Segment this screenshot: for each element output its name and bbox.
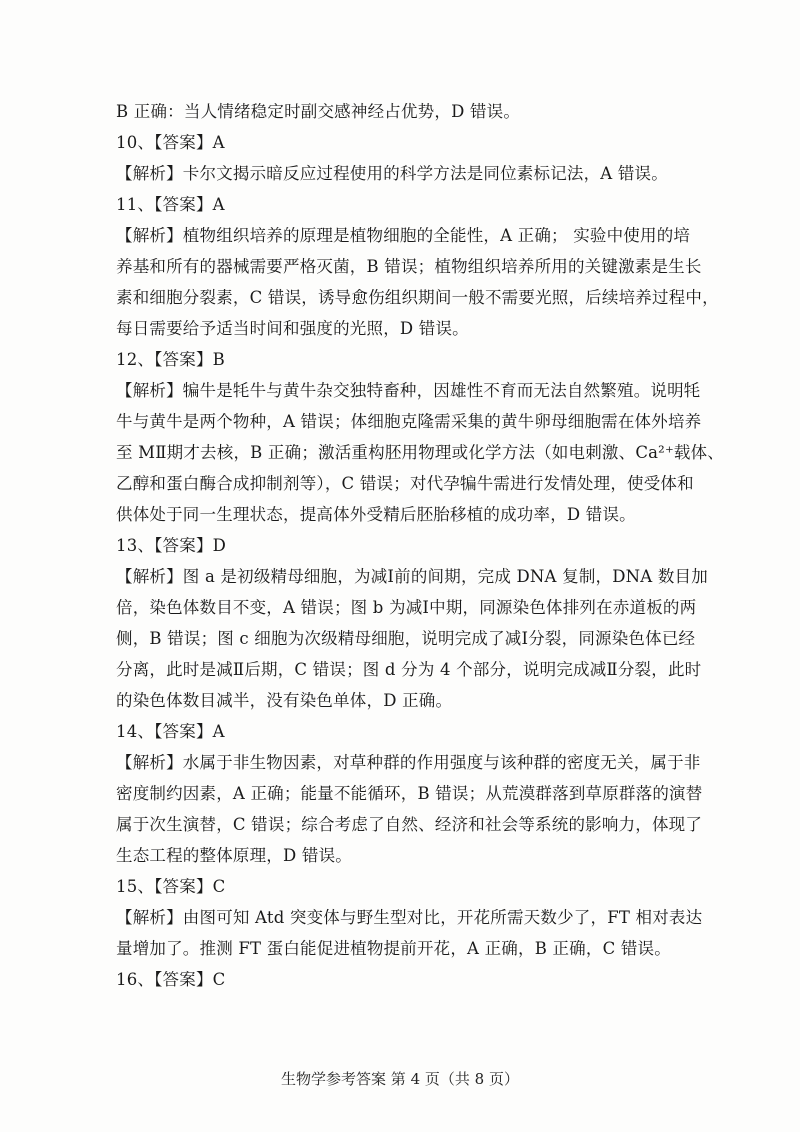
answer-text-body	[116, 96, 725, 995]
text-line: 14、【答案】A	[116, 722, 225, 741]
text-line: 牛与黄牛是两个物种，A 错误；体细胞克隆需采集的黄牛卵母细胞需在体外培养	[116, 412, 702, 431]
text-line: B 正确：当人情绪稳定时副交感神经占优势，D 错误。	[116, 102, 521, 121]
text-line: 密度制约因素，A 正确；能量不能循环，B 错误；从荒漠群落到草原群落的演替	[116, 784, 703, 803]
text-line: 【解析】水属于非生物因素，对草种群的作用强度与该种群的密度无关，属于非	[116, 753, 701, 772]
text-line: 养基和所有的器械需要严格灭菌，B 错误；植物组织培养所用的关键激素是生长	[116, 257, 702, 276]
text-line: 素和细胞分裂素，C 错误，诱导愈伤组织期间一般不需要光照，后续培养过程中，	[116, 288, 719, 307]
text-line: 10、【答案】A	[116, 133, 225, 152]
text-line: 量增加了。推测 FT 蛋白能促进植物提前开花，A 正确，B 正确，C 错误。	[116, 939, 671, 958]
text-line: 供体处于同一生理状态，提高体外受精后胚胎移植的成功率，D 错误。	[116, 505, 636, 524]
text-line: 生态工程的整体原理，D 错误。	[116, 846, 352, 865]
text-line: 11、【答案】A	[116, 195, 225, 214]
text-line: 【解析】植物组织培养的原理是植物细胞的全能性，A 正确； 实验中使用的培	[116, 226, 691, 245]
page-footer: 生物学参考答案 第 4 页（共 8 页）	[281, 1070, 519, 1088]
text-line: 12、【答案】B	[116, 350, 225, 369]
text-line: 【解析】犏牛是牦牛与黄牛杂交独特畜种，因雄性不育而无法自然繁殖。说明牦	[116, 381, 701, 400]
text-line: 16、【答案】C	[116, 970, 226, 989]
text-line: 乙醇和蛋白酶合成抑制剂等），C 错误；对代孕犏牛需进行发情处理，使受体和	[116, 474, 694, 493]
text-line: 【解析】卡尔文揭示暗反应过程使用的科学方法是同位素标记法，A 错误。	[116, 164, 668, 183]
text-line: 属于次生演替，C 错误；综合考虑了自然、经济和社会等系统的影响力，体现了	[116, 815, 703, 834]
text-line: 15、【答案】C	[116, 877, 226, 896]
text-line: 的染色体数目减半，没有染色单体，D 正确。	[116, 691, 453, 710]
text-line: 至 MⅡ期才去核，B 正确；激活重构胚用物理或化学方法（如电刺激、Ca²⁺载体、	[116, 443, 725, 462]
text-line: 侧，B 错误；图 c 细胞为次级精母细胞，说明完成了减Ⅰ分裂，同源染色体已经	[116, 629, 696, 648]
text-line: 分离，此时是减Ⅱ后期，C 错误；图 d 分为 4 个部分，说明完成减Ⅱ分裂，此时	[116, 660, 702, 679]
text-line: 13、【答案】D	[116, 536, 227, 555]
text-line: 倍，染色体数目不变，A 错误；图 b 为减Ⅰ中期，同源染色体排列在赤道板的两	[116, 598, 697, 617]
text-line: 【解析】图 a 是初级精母细胞，为减Ⅰ前的间期，完成 DNA 复制，DNA 数目加	[116, 567, 708, 586]
text-line: 【解析】由图可知 Atd 突变体与野生型对比，开花所需天数少了，FT 相对表达	[116, 908, 703, 927]
text-line: 每日需要给予适当时间和强度的光照，D 错误。	[116, 319, 469, 338]
